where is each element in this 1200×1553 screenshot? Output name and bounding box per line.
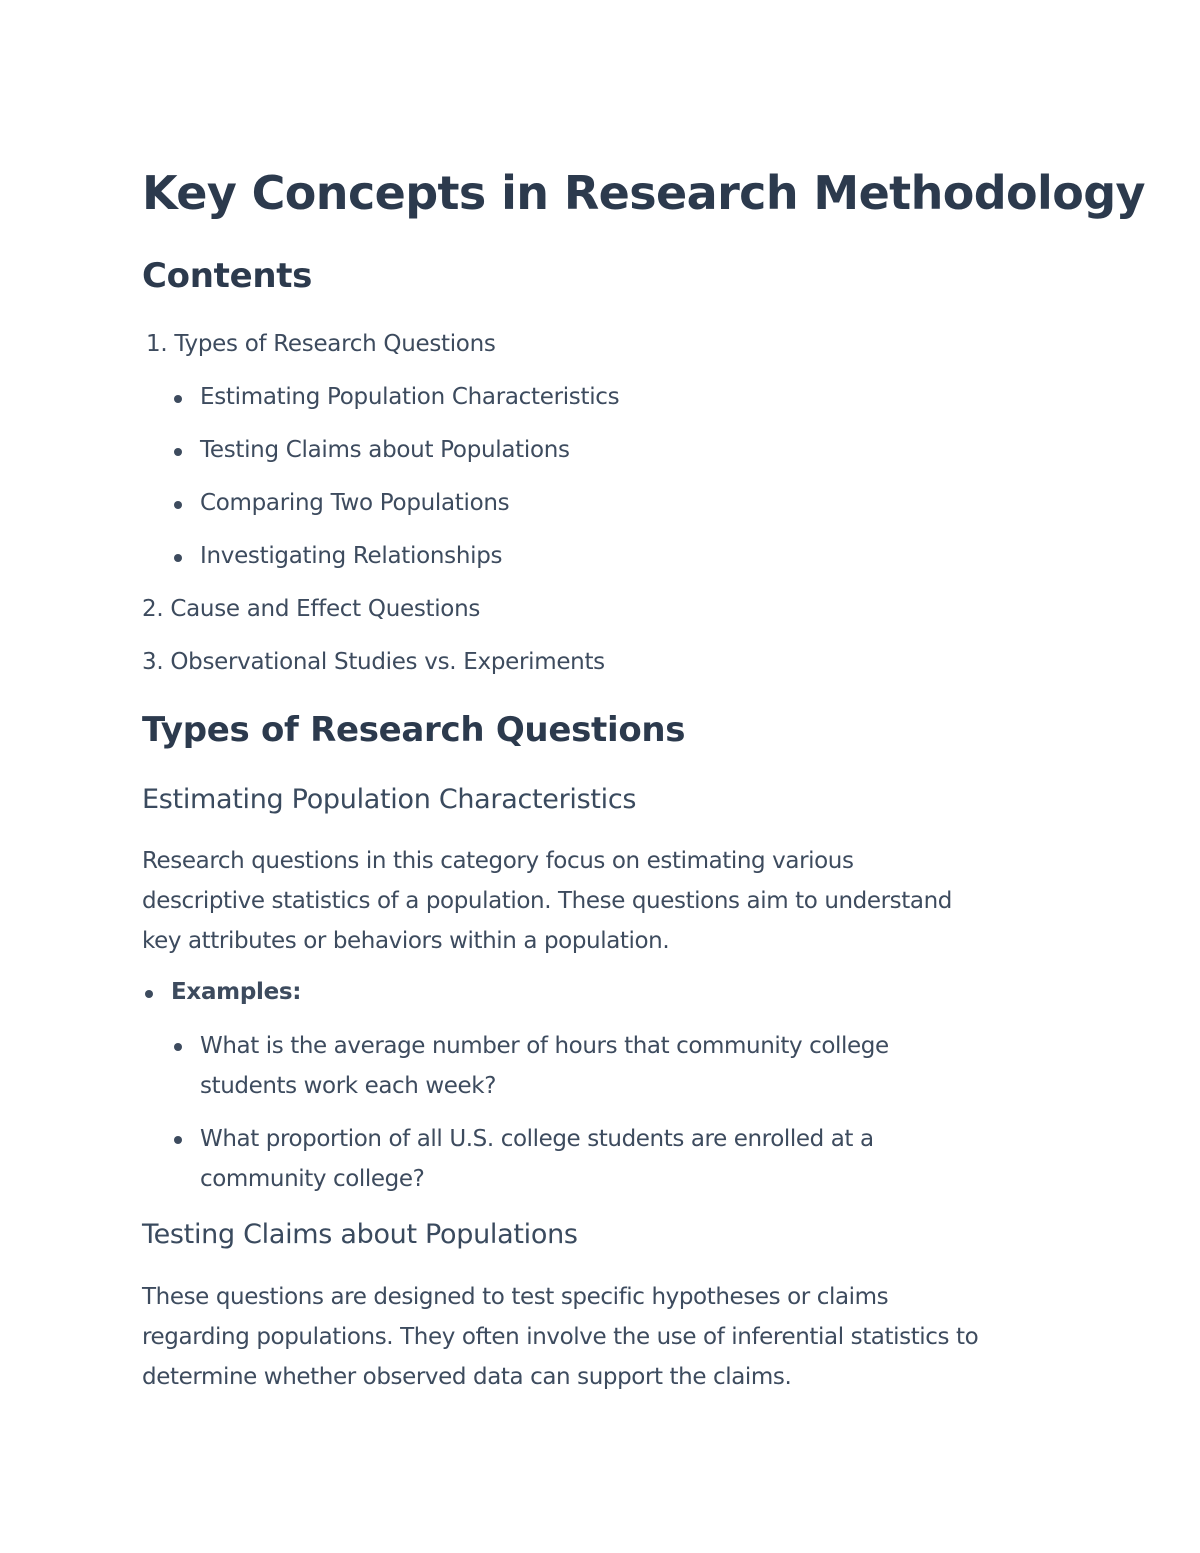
section-heading-research-questions: Types of Research Questions bbox=[142, 710, 686, 750]
example-line: What proportion of all U.S. college students are enrolled at a bbox=[200, 1126, 874, 1152]
toc-item-2[interactable] bbox=[142, 596, 480, 622]
paragraph-line: determine whether observed data can support the claims. bbox=[142, 1364, 792, 1390]
example-line: What is the average number of hours that community college bbox=[200, 1033, 889, 1059]
contents-heading: Contents bbox=[142, 256, 313, 296]
toc-item-3[interactable] bbox=[142, 649, 605, 675]
toc-subitem-3[interactable]: Comparing Two Populations bbox=[200, 490, 510, 516]
paragraph-line: regarding populations. They often involve the use of inferential statistics to bbox=[142, 1324, 979, 1350]
subsection-heading-estimating: Estimating Population Characteristics bbox=[142, 784, 637, 815]
paragraph-line: Research questions in this category focus on estimating various bbox=[142, 848, 854, 874]
toc-item-2-number: 2. bbox=[142, 596, 164, 622]
bullet-icon bbox=[174, 395, 182, 403]
toc-item-3-label: Observational Studies vs. Experiments bbox=[170, 649, 605, 675]
page-title: Key Concepts in Research Methodology bbox=[142, 166, 1145, 220]
subsection-heading-testing-claims: Testing Claims about Populations bbox=[142, 1219, 578, 1250]
toc-subitem-2[interactable]: Testing Claims about Populations bbox=[200, 437, 570, 463]
toc-item-1-number: 1. bbox=[146, 331, 168, 357]
toc-item-1[interactable] bbox=[146, 331, 496, 357]
bullet-icon bbox=[174, 554, 182, 562]
bullet-icon bbox=[174, 448, 182, 456]
example-item-1 bbox=[200, 1026, 1070, 1106]
bullet-icon bbox=[174, 501, 182, 509]
paragraph-line: descriptive statistics of a population. These questions aim to understand bbox=[142, 888, 952, 914]
bullet-icon bbox=[174, 1136, 182, 1144]
paragraph-testing-claims bbox=[142, 1277, 1072, 1397]
toc-item-1-label: Types of Research Questions bbox=[174, 331, 496, 357]
toc-subitem-1[interactable]: Estimating Population Characteristics bbox=[200, 384, 620, 410]
paragraph-estimating bbox=[142, 841, 1072, 961]
examples-label: Examples: bbox=[171, 979, 302, 1005]
example-line: students work each week? bbox=[200, 1073, 497, 1099]
paragraph-line: key attributes or behaviors within a population. bbox=[142, 928, 670, 954]
example-item-2 bbox=[200, 1119, 1070, 1199]
example-line: community college? bbox=[200, 1166, 425, 1192]
bullet-icon bbox=[145, 990, 153, 998]
toc-subitem-4[interactable]: Investigating Relationships bbox=[200, 543, 503, 569]
toc-item-3-number: 3. bbox=[142, 649, 164, 675]
bullet-icon bbox=[174, 1043, 182, 1051]
paragraph-line: These questions are designed to test specific hypotheses or claims bbox=[142, 1284, 889, 1310]
toc-item-2-label: Cause and Effect Questions bbox=[170, 596, 481, 622]
